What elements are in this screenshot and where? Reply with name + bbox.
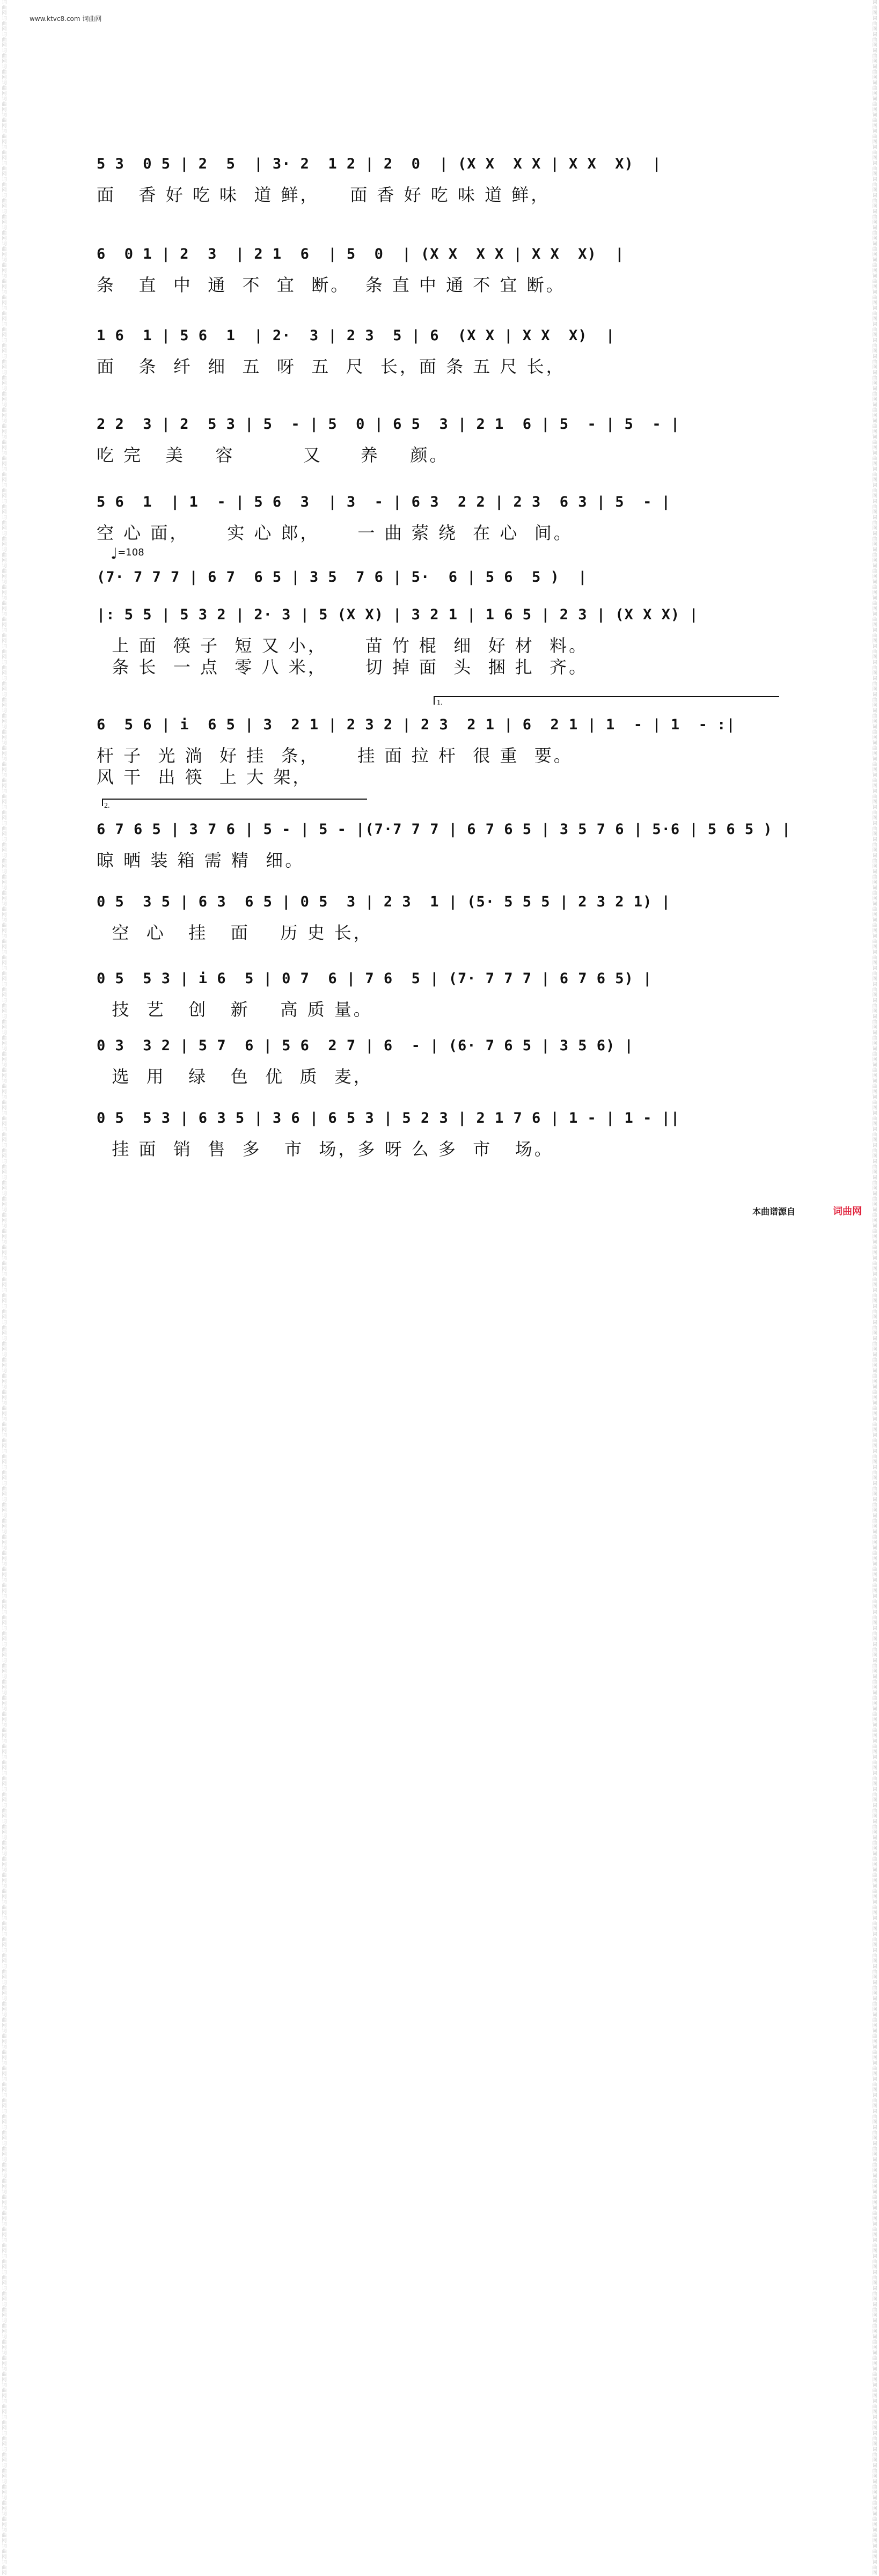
site-header: www.ktvc8.com 词曲网 bbox=[30, 15, 102, 23]
notation-row: 0 5 3 5 | 6 3 6 5 | 0 5 3 | 2 3 1 | (5· 5 5 5 | 2 3 2 1) | bbox=[97, 894, 671, 910]
second-ending-bracket bbox=[102, 799, 367, 806]
right-watermark-strip: 词曲网 词曲网 词曲网 词曲网 词曲网 词曲网 词曲网 词曲网 词曲网 词曲网 词曲网 词曲网 词曲网 词曲网 词曲网 词曲网 词曲网 词曲网 词曲网 词曲网 词曲网 词曲网 词曲网 词曲网 词曲网 词曲网 词曲网 词曲网 词曲网 词曲网 词曲网 词曲网 词曲网 词曲网 词曲网 词曲网 词曲网 词曲网 词曲网 词曲网 词曲网 词曲网 词曲网 词曲网 词曲网 词曲网 词曲网 词曲网 词曲网 词曲网 词曲网 词曲网 词曲网 词曲网 词曲网 词曲网 词曲网 词曲网 词曲网 词曲网 词曲网 词曲网 词曲网 词曲网 词曲网 词曲网 词曲网 词曲网 词曲网 词曲网 词曲网 词曲网 词曲网 词曲网 词曲网 词曲网 词曲网 词曲网 词曲网 词曲网 词曲网 词曲网 词曲网 词曲网 词曲网 词曲网 词曲网 词曲网 词曲网 词曲网 词曲网 词曲网 词曲网 词曲网 词曲网 词曲网 词曲网 词曲网 词曲网 词曲网 词曲网 词曲网 词曲网 词曲网 词曲网 词曲网 词曲网 词曲网 词曲网 词曲网 词曲网 词曲网 词曲网 词曲网 词曲网 词曲网 词曲网 词曲网 词曲网 词曲网 词曲网 词曲网 词曲网 词曲网 词曲网 词曲网 词曲网 词曲网 词曲网 词曲网 词曲网 词曲网 词曲网 词曲网 词曲网 词曲网 词曲网 词曲网 词曲网 词曲网 词曲网 词曲网 词曲网 词曲网 词曲网 词曲网 词曲网 词曲网 词曲网 词曲网 词曲网 词曲网 词曲网 词曲网 词曲网 词曲网 词曲网 词曲网 词曲网 词曲网 bbox=[872, 0, 877, 2576]
lyric-row: 条 长 一 点 零 八 米， 切 掉 面 头 捆 扎 齐。 bbox=[97, 657, 589, 677]
first-ending-label: 1. bbox=[437, 699, 443, 707]
notation-row: 6 7 6 5 | 3 7 6 | 5 - | 5 - |(7·7 7 7 | 6 7 6 5 | 3 5 7 6 | 5·6 | 5 6 5 ) | bbox=[97, 821, 792, 838]
lyric-row: 晾 晒 装 箱 需 精 细。 bbox=[97, 850, 305, 870]
notation-row: |: 5 5 | 5 3 2 | 2· 3 | 5 (X X) | 3 2 1 | 1 6 5 | 2 3 | (X X X) | bbox=[97, 606, 699, 623]
notation-row: 0 5 5 3 | 6 3 5 | 3 6 | 6 5 3 | 5 2 3 | 2 1 7 6 | 1 - | 1 - || bbox=[97, 1110, 680, 1126]
notation-row: 6 5 6 | i 6 5 | 3 2 1 | 2 3 2 | 2 3 2 1 | 6 2 1 | 1 - | 1 - :| bbox=[97, 716, 736, 733]
notation-row: (7· 7 7 7 | 6 7 6 5 | 3 5 7 6 | 5· 6 | 5 6 5 ) | bbox=[97, 569, 588, 586]
lyric-row: 选 用 绿 色 优 质 麦， bbox=[97, 1066, 373, 1087]
lyric-row: 吃 完 美 容 又 养 颜。 bbox=[97, 445, 449, 465]
notation-row: 0 5 5 3 | i 6 5 | 0 7 6 | 7 6 5 | (7· 7 7 7 | 6 7 6 5) | bbox=[97, 970, 653, 987]
lyric-row: 空 心 挂 面 历 史 长， bbox=[97, 923, 373, 943]
first-ending-bracket bbox=[434, 696, 779, 705]
notation-row: 1 6 1 | 5 6 1 | 2· 3 | 2 3 5 | 6 (X X | X X X) | bbox=[97, 327, 616, 344]
lyric-row: 上 面 筷 子 短 又 小， 苗 竹 棍 细 好 材 料。 bbox=[97, 635, 589, 656]
source-label: 本曲谱源自 bbox=[752, 1206, 796, 1217]
tempo-marking bbox=[111, 545, 144, 562]
second-ending-label: 2. bbox=[104, 802, 110, 810]
lyric-row: 风 干 出 筷 上 大 架， bbox=[97, 767, 312, 787]
lyric-row: 面 香 好 吃 味 道 鲜， 面 香 好 吃 味 道 鲜， bbox=[97, 185, 551, 205]
notation-row: 0 3 3 2 | 5 7 6 | 5 6 2 7 | 6 - | (6· 7 6 5 | 3 5 6) | bbox=[97, 1037, 634, 1054]
notation-row: 2 2 3 | 2 5 3 | 5 - | 5 0 | 6 5 3 | 2 1 6 | 5 - | 5 - | bbox=[97, 416, 680, 433]
lyric-row: 挂 面 销 售 多 市 场，多 呀 么 多 市 场。 bbox=[97, 1139, 554, 1159]
notation-row: 6 0 1 | 2 3 | 2 1 6 | 5 0 | (X X X X | X X X) | bbox=[97, 246, 625, 262]
lyric-row: 条 直 中 通 不 宜 断。 条 直 中 通 不 宜 断。 bbox=[97, 275, 566, 295]
lyric-row: 杆 子 光 淌 好 挂 条， 挂 面 拉 杆 很 重 要。 bbox=[97, 745, 573, 766]
lyric-row: 空 心 面， 实 心 郎， 一 曲 萦 绕 在 心 间。 bbox=[97, 523, 573, 543]
quarter-note-icon: ♩ bbox=[111, 545, 118, 562]
brand-label: 词曲网 bbox=[833, 1206, 862, 1217]
notation-row: 5 3 0 5 | 2 5 | 3· 2 1 2 | 2 0 | (X X X X | X X X) | bbox=[97, 156, 662, 172]
lyric-row: 面 条 纤 细 五 呀 五 尺 长，面 条 五 尺 长， bbox=[97, 356, 566, 377]
notation-row: 5 6 1 | 1 - | 5 6 3 | 3 - | 6 3 2 2 | 2 3 6 3 | 5 - | bbox=[97, 494, 671, 510]
lyric-row: 技 艺 创 新 高 质 量。 bbox=[97, 999, 373, 1020]
left-watermark-strip: 词曲网 词曲网 词曲网 词曲网 词曲网 词曲网 词曲网 词曲网 词曲网 词曲网 词曲网 词曲网 词曲网 词曲网 词曲网 词曲网 词曲网 词曲网 词曲网 词曲网 词曲网 词曲网 词曲网 词曲网 词曲网 词曲网 词曲网 词曲网 词曲网 词曲网 词曲网 词曲网 词曲网 词曲网 词曲网 词曲网 词曲网 词曲网 词曲网 词曲网 词曲网 词曲网 词曲网 词曲网 词曲网 词曲网 词曲网 词曲网 词曲网 词曲网 词曲网 词曲网 词曲网 词曲网 词曲网 词曲网 词曲网 词曲网 词曲网 词曲网 词曲网 词曲网 词曲网 词曲网 词曲网 词曲网 词曲网 词曲网 词曲网 词曲网 词曲网 词曲网 词曲网 词曲网 词曲网 词曲网 词曲网 词曲网 词曲网 词曲网 词曲网 词曲网 词曲网 词曲网 词曲网 词曲网 词曲网 词曲网 词曲网 词曲网 词曲网 词曲网 词曲网 词曲网 词曲网 词曲网 词曲网 词曲网 词曲网 词曲网 词曲网 词曲网 词曲网 词曲网 词曲网 词曲网 词曲网 词曲网 词曲网 词曲网 词曲网 词曲网 词曲网 词曲网 词曲网 词曲网 词曲网 词曲网 词曲网 词曲网 词曲网 词曲网 词曲网 词曲网 词曲网 词曲网 词曲网 词曲网 词曲网 词曲网 词曲网 词曲网 词曲网 词曲网 词曲网 词曲网 词曲网 词曲网 词曲网 词曲网 词曲网 词曲网 词曲网 词曲网 词曲网 词曲网 词曲网 词曲网 词曲网 词曲网 词曲网 词曲网 词曲网 词曲网 词曲网 词曲网 词曲网 词曲网 词曲网 词曲网 bbox=[2, 0, 7, 2576]
tempo-value: =108 bbox=[118, 547, 144, 558]
